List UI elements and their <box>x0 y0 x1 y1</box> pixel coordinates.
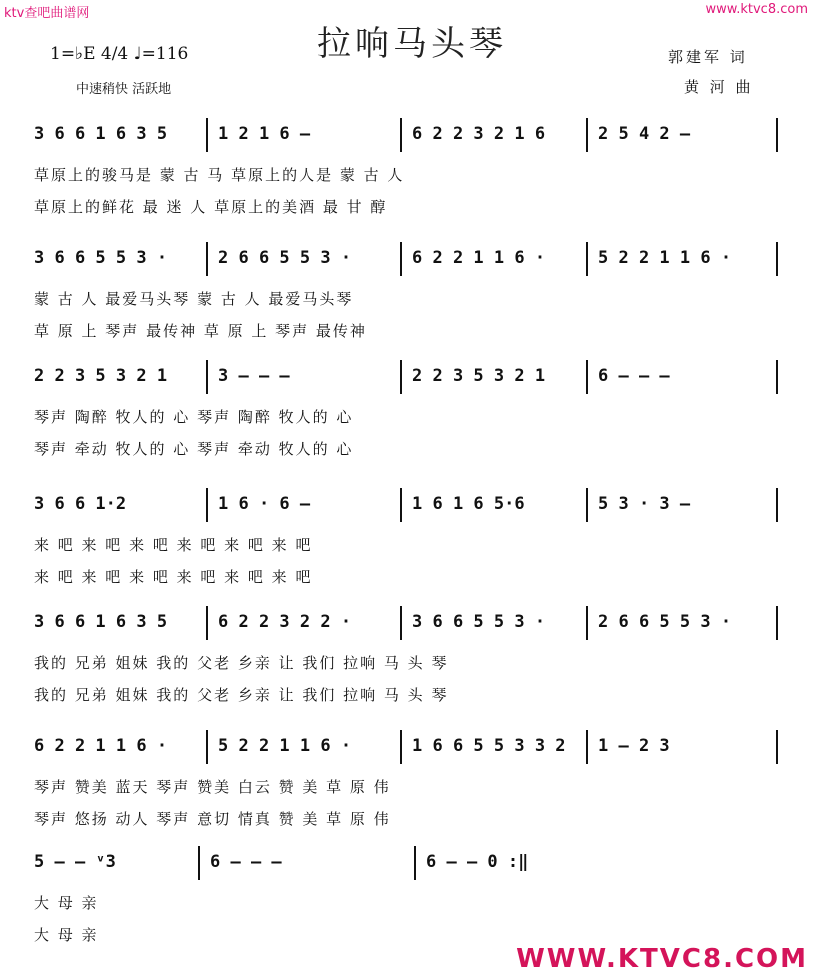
measure: 2 2 3 5 3 2 1 <box>412 366 546 386</box>
notation-line <box>34 602 786 642</box>
measure: 3 6 6 5 5 3 · <box>34 248 168 268</box>
barline <box>206 242 208 276</box>
barline <box>776 360 778 394</box>
measure: 5 2 2 1 1 6 · <box>218 736 352 756</box>
barline <box>400 360 402 394</box>
key-signature: 1=♭E 4/4 ♩=116 <box>50 44 189 64</box>
measure: 3 6 6 5 5 3 · <box>412 612 546 632</box>
lyric-line: 大 母 亲 <box>34 894 99 912</box>
lyric-line: 我的 兄弟 姐妹 我的 父老 乡亲 让 我们 拉响 马 头 琴 <box>34 654 449 672</box>
measure: 1 6 · 6 – <box>218 494 311 514</box>
barline <box>586 360 588 394</box>
measure: 6 2 2 3 2 1 6 <box>412 124 546 144</box>
measure: 5 – – ᵛ3 <box>34 852 116 872</box>
measure: 6 2 2 1 1 6 · <box>412 248 546 268</box>
measure: 6 – – 0 :‖ <box>426 852 529 872</box>
score-system <box>34 842 786 952</box>
lyric-line: 草原上的鲜花 最 迷 人 草原上的美酒 最 甘 醇 <box>34 198 388 216</box>
score-system <box>34 484 786 594</box>
barline <box>400 730 402 764</box>
measure: 2 6 6 5 5 3 · <box>598 612 732 632</box>
measure: 6 2 2 1 1 6 · <box>34 736 168 756</box>
watermark-top-right: www.ktvc8.com <box>705 2 808 17</box>
barline <box>776 488 778 522</box>
lyric-line: 来 吧 来 吧 来 吧 来 吧 来 吧 来 吧 <box>34 568 313 586</box>
barline <box>586 488 588 522</box>
measure: 1 – 2 3 <box>598 736 670 756</box>
measure: 3 6 6 1·2 <box>34 494 127 514</box>
score-system <box>34 726 786 836</box>
score-system <box>34 238 786 348</box>
barline <box>206 488 208 522</box>
lyric-line: 琴声 悠扬 动人 琴声 意切 情真 赞 美 草 原 伟 <box>34 810 391 828</box>
lyric-line: 琴声 陶醉 牧人的 心 琴声 陶醉 牧人的 心 <box>34 408 354 426</box>
lyric-line: 琴声 赞美 蓝天 琴声 赞美 白云 赞 美 草 原 伟 <box>34 778 391 796</box>
notation-line <box>34 484 786 524</box>
lyric-line: 琴声 牵动 牧人的 心 琴声 牵动 牧人的 心 <box>34 440 354 458</box>
measure: 1 6 1 6 5·6 <box>412 494 525 514</box>
score-system <box>34 602 786 712</box>
barline <box>206 730 208 764</box>
measure: 2 5 4 2 – <box>598 124 691 144</box>
measure: 3 6 6 1 6 3 5 <box>34 124 168 144</box>
lyric-line: 草原上的骏马是 蒙 古 马 草原上的人是 蒙 古 人 <box>34 166 405 184</box>
barline <box>776 242 778 276</box>
song-title: 拉响马头琴 <box>317 24 507 64</box>
barline <box>414 846 416 880</box>
measure: 2 2 3 5 3 2 1 <box>34 366 168 386</box>
watermark-bottom: WWW.KTVC8.COM <box>516 944 808 974</box>
watermark-top-left: ktv查吧曲谱网 <box>4 6 90 21</box>
score-system <box>34 114 786 224</box>
barline <box>206 360 208 394</box>
score-system <box>34 356 786 466</box>
composer-credit: 黄 河 曲 <box>684 78 754 96</box>
notation-line <box>34 356 786 396</box>
barline <box>586 118 588 152</box>
notation-line <box>34 842 786 882</box>
lyric-line: 我的 兄弟 姐妹 我的 父老 乡亲 让 我们 拉响 马 头 琴 <box>34 686 449 704</box>
measure: 2 6 6 5 5 3 · <box>218 248 352 268</box>
notation-line <box>34 238 786 278</box>
notation-line <box>34 114 786 154</box>
barline <box>586 242 588 276</box>
barline <box>198 846 200 880</box>
barline <box>206 118 208 152</box>
lyric-line: 来 吧 来 吧 来 吧 来 吧 来 吧 来 吧 <box>34 536 313 554</box>
barline <box>586 730 588 764</box>
barline <box>776 118 778 152</box>
barline <box>400 242 402 276</box>
measure: 5 3 · 3 – <box>598 494 691 514</box>
measure: 6 – – – <box>598 366 670 386</box>
lyric-line: 草 原 上 琴声 最传神 草 原 上 琴声 最传神 <box>34 322 367 340</box>
notation-line <box>34 726 786 766</box>
barline <box>586 606 588 640</box>
barline <box>776 730 778 764</box>
barline <box>400 118 402 152</box>
measure: 1 6 6 5 5 3 3 2 <box>412 736 566 756</box>
lyricist-credit: 郭建军 词 <box>668 48 748 66</box>
barline <box>776 606 778 640</box>
measure: 1 2 1 6 – <box>218 124 311 144</box>
measure: 6 – – – <box>210 852 282 872</box>
barline <box>400 606 402 640</box>
lyric-line: 大 母 亲 <box>34 926 99 944</box>
lyric-line: 蒙 古 人 最爱马头琴 蒙 古 人 最爱马头琴 <box>34 290 354 308</box>
barline <box>206 606 208 640</box>
measure: 5 2 2 1 1 6 · <box>598 248 732 268</box>
measure: 3 – – – <box>218 366 290 386</box>
barline <box>400 488 402 522</box>
measure: 3 6 6 1 6 3 5 <box>34 612 168 632</box>
measure: 6 2 2 3 2 2 · <box>218 612 352 632</box>
tempo-marking: 中速稍快 活跃地 <box>76 82 172 97</box>
